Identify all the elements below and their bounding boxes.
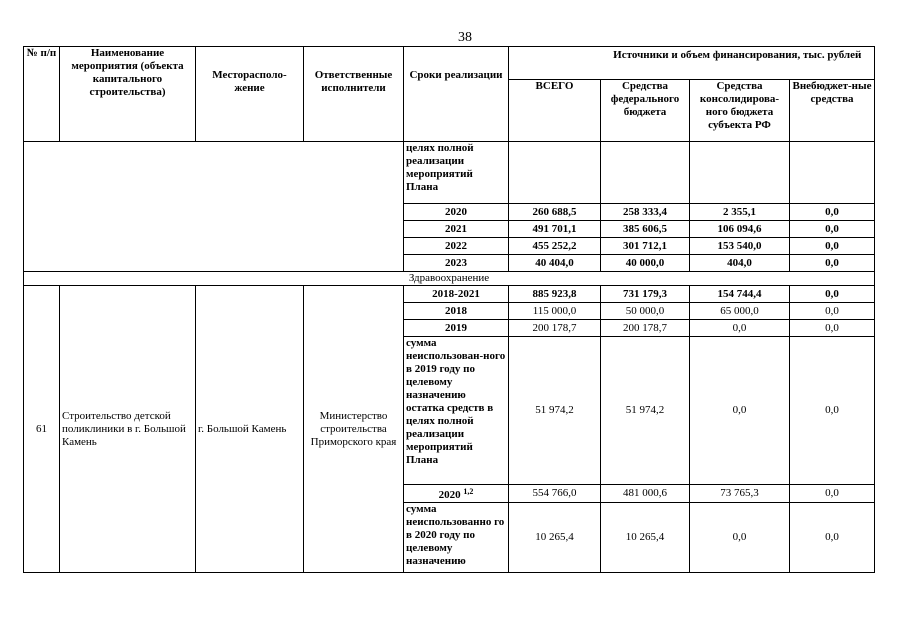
section-title: Здравоохранение <box>24 272 875 286</box>
financing-table <box>23 46 875 573</box>
table-row <box>24 286 875 303</box>
header-regional: Средства консолидирова-ного бюджета субъекта РФ <box>690 80 790 142</box>
row-extra: 0,0 <box>790 238 875 255</box>
header-executors: Ответственные исполнители <box>304 47 404 142</box>
continuation-text: целях полной реализации мероприятий Плана <box>404 142 509 204</box>
row-year: 2020 <box>404 204 509 221</box>
row-federal: 51 974,2 <box>601 337 690 485</box>
row-federal: 481 000,6 <box>601 485 690 503</box>
row-year: 2018-2021 <box>404 286 509 303</box>
project-name: Строительство детской поликлиники в г. Большой Камень <box>60 286 196 573</box>
row-year: 2023 <box>404 255 509 272</box>
row-year: 2020 <box>438 489 461 501</box>
row-total: 554 766,0 <box>509 485 601 503</box>
row-extra: 0,0 <box>790 485 875 503</box>
row-year-cell <box>404 485 509 503</box>
row-year: сумма неиспользованно го в 2020 году по целевому назначению <box>404 503 509 573</box>
row-extra: 0,0 <box>790 286 875 303</box>
row-regional: 154 744,4 <box>690 286 790 303</box>
row-extra: 0,0 <box>790 337 875 485</box>
row-federal: 385 606,5 <box>601 221 690 238</box>
row-regional: 404,0 <box>690 255 790 272</box>
project-no: 61 <box>24 286 60 573</box>
row-federal: 258 333,4 <box>601 204 690 221</box>
row-extra: 0,0 <box>790 320 875 337</box>
row-regional: 106 094,6 <box>690 221 790 238</box>
section-row <box>24 272 875 286</box>
row-year: 2019 <box>404 320 509 337</box>
row-year: 2018 <box>404 303 509 320</box>
row-extra: 0,0 <box>790 503 875 573</box>
header-extrabudget: Внебюджет-ные средства <box>790 80 875 142</box>
row-regional: 73 765,3 <box>690 485 790 503</box>
row-year-footnote: 1,2 <box>463 487 474 496</box>
row-regional: 0,0 <box>690 337 790 485</box>
row-total: 51 974,2 <box>509 337 601 485</box>
row-federal: 200 178,7 <box>601 320 690 337</box>
row-extra: 0,0 <box>790 255 875 272</box>
row-regional: 0,0 <box>690 320 790 337</box>
row-federal: 40 000,0 <box>601 255 690 272</box>
row-regional: 2 355,1 <box>690 204 790 221</box>
row-total: 491 701,1 <box>509 221 601 238</box>
page-number: 38 <box>458 30 472 45</box>
header-sources: Источники и объем финансирования, тыс. рублей <box>601 47 875 80</box>
header-location: Месторасполо-жение <box>196 47 304 142</box>
table-header-row-1 <box>24 47 875 80</box>
row-year: 2022 <box>404 238 509 255</box>
row-regional: 65 000,0 <box>690 303 790 320</box>
row-regional: 0,0 <box>690 503 790 573</box>
row-federal: 731 179,3 <box>601 286 690 303</box>
project-location: г. Большой Камень <box>196 286 304 573</box>
header-no: № п/п <box>24 47 60 142</box>
row-year: 2021 <box>404 221 509 238</box>
row-federal: 10 265,4 <box>601 503 690 573</box>
row-regional: 153 540,0 <box>690 238 790 255</box>
header-period: Сроки реализации <box>404 47 509 142</box>
row-total: 200 178,7 <box>509 320 601 337</box>
row-year: сумма неиспользован-ного в 2019 году по целевому назначению остатка средств в целях полной реализации мероприятий Плана <box>404 337 509 485</box>
header-name: Наименование мероприятия (объекта капитального строительства) <box>60 47 196 142</box>
row-total: 260 688,5 <box>509 204 601 221</box>
row-federal: 50 000,0 <box>601 303 690 320</box>
row-extra: 0,0 <box>790 221 875 238</box>
row-total: 10 265,4 <box>509 503 601 573</box>
row-total: 455 252,2 <box>509 238 601 255</box>
row-extra: 0,0 <box>790 303 875 320</box>
continuation-text-row <box>24 142 875 204</box>
row-total: 40 404,0 <box>509 255 601 272</box>
row-total: 885 923,8 <box>509 286 601 303</box>
row-federal: 301 712,1 <box>601 238 690 255</box>
header-federal: Средства федерального бюджета <box>601 80 690 142</box>
project-executor: Министерство строительства Приморского края <box>304 286 404 573</box>
row-extra: 0,0 <box>790 204 875 221</box>
header-total: ВСЕГО <box>509 80 601 142</box>
row-total: 115 000,0 <box>509 303 601 320</box>
